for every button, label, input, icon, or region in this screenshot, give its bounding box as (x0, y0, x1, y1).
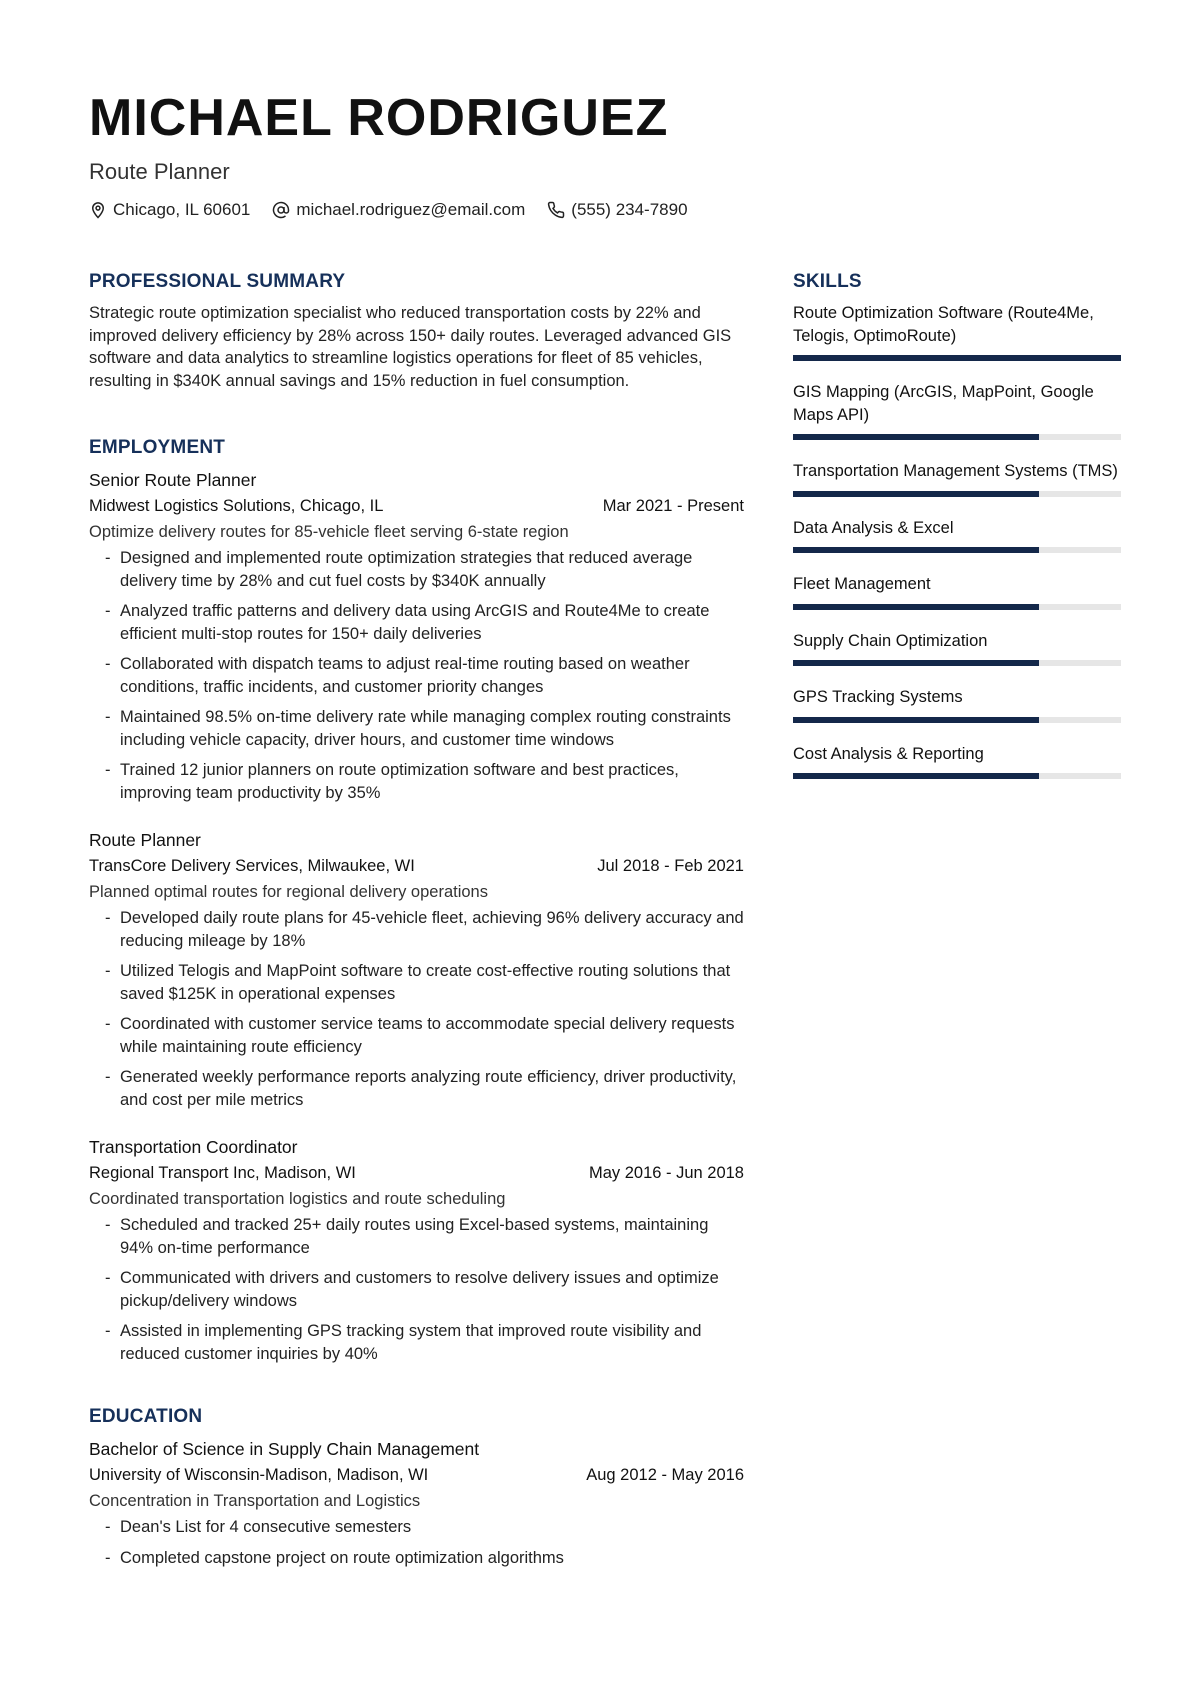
skill-name: Route Optimization Software (Route4Me, Telogis, OptimoRoute) (793, 304, 1094, 345)
phone-text[interactable]: (555) 234-7890 (571, 200, 688, 219)
skill-level-fill (793, 434, 1039, 440)
sidebar-column (793, 270, 1121, 799)
skills-heading: SKILLS (793, 271, 862, 292)
employment-section (89, 436, 744, 1365)
bullet-item: - Utilized Telogis and MapPoint software to create cost-effective routing solutions that saved $125K in operational expenses (89, 960, 744, 1005)
bullet-item: - Trained 12 junior planners on route optimization software and best practices, improving team productivity by 35% (89, 759, 744, 804)
job-meta (89, 494, 744, 518)
bullet-item: - Dean's List for 4 consecutive semesters (89, 1516, 744, 1539)
skill-item (793, 573, 1121, 610)
bullet-item: - Maintained 98.5% on-time delivery rate while managing complex routing constraints including vehicle capacity, driver hours, and customer time windows (89, 706, 744, 751)
skill-level-bar (793, 604, 1121, 610)
job-position: Route Planner (89, 830, 201, 850)
job-company: Midwest Logistics Solutions, Chicago, IL (89, 497, 384, 515)
skill-item (793, 302, 1121, 361)
skill-level-fill (793, 660, 1039, 666)
bullet-item: - Analyzed traffic patterns and delivery data using ArcGIS and Route4Me to create efficient multi-stop routes for 150+ daily deliveries (89, 600, 744, 645)
at-sign-icon (272, 201, 290, 219)
job-description: Optimize delivery routes for 85-vehicle fleet serving 6-state region (89, 523, 569, 541)
contact-phone[interactable] (547, 200, 687, 220)
skill-item (793, 517, 1121, 554)
skill-level-fill (793, 604, 1039, 610)
location-pin-icon (89, 201, 107, 219)
job-entry (89, 828, 744, 1111)
contact-location (89, 200, 250, 220)
bullet-item: - Communicated with drivers and customers to resolve delivery issues and optimize pickup/delivery windows (89, 1267, 744, 1312)
skill-level-bar (793, 773, 1121, 779)
bullet-item: - Coordinated with customer service teams to accommodate special delivery requests while maintaining route efficiency (89, 1013, 744, 1058)
summary-heading: PROFESSIONAL SUMMARY (89, 271, 346, 292)
education-meta (89, 1463, 744, 1487)
skill-item (793, 460, 1121, 497)
skill-level-fill (793, 717, 1039, 723)
education-section (89, 1405, 744, 1569)
skill-level-bar (793, 491, 1121, 497)
job-company: Regional Transport Inc, Madison, WI (89, 1164, 356, 1182)
job-company: TransCore Delivery Services, Milwaukee, WI (89, 857, 415, 875)
bullet-item: - Designed and implemented route optimization strategies that reduced average delivery time by 28% and cut fuel costs by $340K annually (89, 547, 744, 592)
location-text: Chicago, IL 60601 (113, 200, 251, 219)
job-position: Senior Route Planner (89, 470, 257, 490)
skill-level-bar (793, 660, 1121, 666)
main-column (89, 270, 744, 1613)
bullet-item: - Assisted in implementing GPS tracking system that improved route visibility and reduced customer inquiries by 40% (89, 1320, 744, 1365)
job-entry (89, 1135, 744, 1365)
summary-text: Strategic route optimization specialist who reduced transportation costs by 22% and improved delivery efficiency by 28% across 150+ daily routes. Leveraged advanced GIS software and data analytics to streamline logistics operations for fleet of 85 vehicles, resulting in $340K annual savings and 15% reduction in fuel consumption. (89, 304, 732, 390)
summary-section (89, 270, 744, 392)
skill-name: Data Analysis & Excel (793, 518, 954, 537)
skill-name: GIS Mapping (ArcGIS, MapPoint, Google Maps API) (793, 383, 1094, 424)
education-heading: EDUCATION (89, 1406, 203, 1427)
skill-name: Transportation Management Systems (TMS) (793, 462, 1118, 480)
job-title-headline: Route Planner (89, 159, 230, 184)
skill-item (793, 630, 1121, 667)
skill-name: GPS Tracking Systems (793, 688, 963, 706)
job-bullets (89, 1214, 744, 1365)
skill-level-fill (793, 773, 1039, 779)
job-meta (89, 1161, 744, 1185)
candidate-name: MICHAEL RODRIGUEZ (89, 89, 669, 147)
employment-heading: EMPLOYMENT (89, 437, 226, 458)
skill-level-bar (793, 547, 1121, 553)
skill-name: Cost Analysis & Reporting (793, 744, 984, 763)
skill-name: Fleet Management (793, 575, 931, 593)
job-description: Planned optimal routes for regional delivery operations (89, 883, 488, 901)
degree-title: Bachelor of Science in Supply Chain Management (89, 1439, 480, 1459)
skill-item (793, 381, 1121, 440)
job-description: Coordinated transportation logistics and route scheduling (89, 1190, 506, 1208)
job-meta (89, 854, 744, 878)
job-entry (89, 468, 744, 804)
school-name: University of Wisconsin-Madison, Madison, WI (89, 1466, 429, 1484)
skill-item (793, 743, 1121, 780)
education-dates: Aug 2012 - May 2016 (586, 1466, 744, 1484)
skill-level-fill (793, 491, 1039, 497)
bullet-item: - Scheduled and tracked 25+ daily routes using Excel-based systems, maintaining 94% on-time performance (89, 1214, 744, 1259)
contact-info (89, 200, 710, 220)
skill-level-fill (793, 547, 1039, 553)
job-dates: Mar 2021 - Present (602, 497, 744, 515)
bullet-item: - Completed capstone project on route optimization algorithms (89, 1547, 744, 1570)
skill-item (793, 686, 1121, 723)
phone-icon (547, 201, 565, 219)
bullet-item: - Generated weekly performance reports analyzing route efficiency, driver productivity, and cost per mile metrics (89, 1066, 744, 1111)
bullet-item: - Collaborated with dispatch teams to adjust real-time routing based on weather conditions, traffic incidents, and customer priority changes (89, 653, 744, 698)
contact-email[interactable] (272, 200, 525, 220)
skill-level-bar (793, 717, 1121, 723)
skill-name: Supply Chain Optimization (793, 631, 988, 650)
job-bullets (89, 907, 744, 1111)
bullet-item: - Developed daily route plans for 45-vehicle fleet, achieving 96% delivery accuracy and reducing mileage by 18% (89, 907, 744, 952)
job-dates: May 2016 - Jun 2018 (588, 1164, 744, 1182)
job-bullets (89, 547, 744, 804)
job-dates: Jul 2018 - Feb 2021 (597, 857, 744, 875)
email-text[interactable]: michael.rodriguez@email.com (296, 200, 526, 219)
skill-level-bar (793, 355, 1121, 361)
skill-level-bar (793, 434, 1121, 440)
education-bullets (89, 1516, 744, 1569)
skill-level-fill (793, 355, 1121, 361)
job-position: Transportation Coordinator (89, 1137, 298, 1157)
education-description: Concentration in Transportation and Logistics (89, 1492, 421, 1510)
